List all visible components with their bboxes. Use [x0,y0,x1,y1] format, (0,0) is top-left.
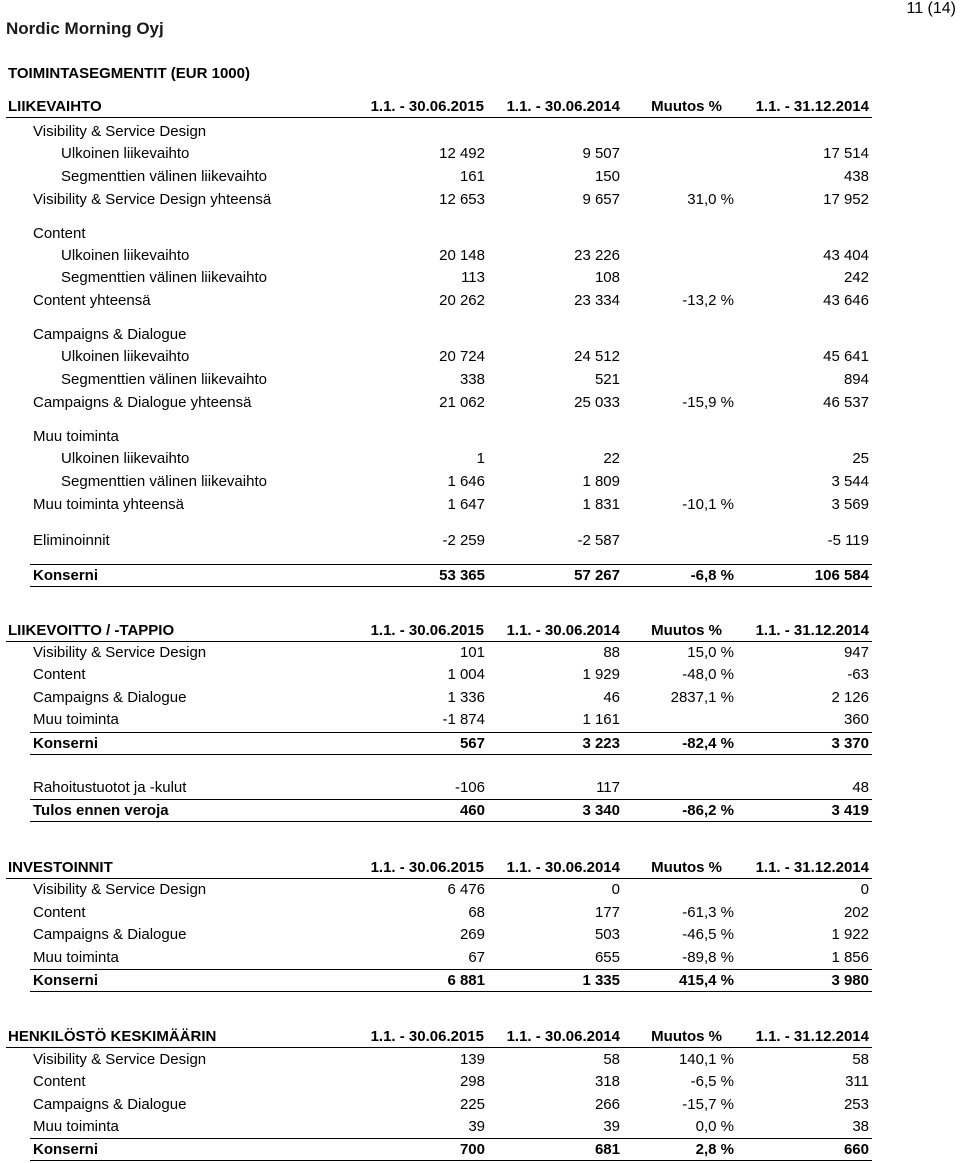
investoinnit-header-row [0,857,872,879]
row-label: Campaigns & Dialogue yhteensä [33,394,252,411]
row-value: 503 [594,926,620,943]
row-value: -15,9 % [682,394,734,411]
row-value: -1 874 [442,711,485,728]
row-value: 17 952 [823,191,869,208]
period-header: 1.1. - 31.12.2014 [755,859,869,876]
row-value: 46 537 [823,394,869,411]
row-value: 269 [459,926,485,943]
row-value: 117 [596,779,620,796]
row-label: Ulkoinen liikevaihto [61,145,190,162]
row-value: 17 514 [823,145,869,162]
table-row [0,709,872,731]
section-title: LIIKEVOITTO / -TAPPIO [8,622,175,639]
row-value: 1 161 [582,711,620,728]
row-value: 1 [476,450,485,467]
row-value: -2 587 [577,532,620,549]
liikevoitto-header-row [0,620,872,642]
table-row [0,143,872,165]
row-value: 460 [459,802,485,819]
row-value: 9 507 [582,145,620,162]
period-header: Muutos % [651,98,722,115]
rule-line [6,1047,872,1048]
row-value: 12 492 [439,145,485,162]
row-value: -61,3 % [682,904,734,921]
row-label: Content [33,904,86,921]
row-value: 298 [459,1073,485,1090]
row-value: 521 [594,371,620,388]
table-row [0,245,872,267]
period-header: 1.1. - 31.12.2014 [755,1028,869,1045]
row-value: 140,1 % [678,1051,734,1068]
row-value: 25 033 [574,394,620,411]
row-value: 67 [468,949,485,966]
row-value: 1 335 [582,972,620,989]
row-label: Muu toiminta [33,949,119,966]
period-header: Muutos % [651,859,722,876]
row-value: 1 929 [582,666,620,683]
row-label: Segmenttien välinen liikevaihto [61,269,267,286]
table-row [0,324,872,346]
row-label: Campaigns & Dialogue [33,926,187,943]
row-value: 45 641 [823,348,869,365]
table-row [0,426,872,448]
row-label: Ulkoinen liikevaihto [61,450,190,467]
period-header: 1.1. - 30.06.2015 [370,622,484,639]
row-value: 23 226 [574,247,620,264]
row-label: Visibility & Service Design [33,123,207,140]
table-row [0,189,872,211]
row-label: Muu toiminta yhteensä [33,496,184,513]
period-header: 1.1. - 30.06.2015 [370,98,484,115]
table-row [0,642,872,664]
table-row [0,687,872,709]
rule-line [30,1160,872,1161]
row-label: Content [33,225,86,242]
row-value: 43 404 [823,247,869,264]
table-row [0,223,872,245]
rule-line [6,117,872,118]
rule-line [30,754,872,755]
row-value: 242 [843,269,869,286]
row-value: 3 340 [582,802,620,819]
section-title: HENKILÖSTÖ KESKIMÄÄRIN [8,1028,217,1045]
table-row [0,121,872,143]
row-label: Muu toiminta [33,711,119,728]
row-value: -48,0 % [682,666,734,683]
row-label: Konserni [33,567,99,584]
rule-line [30,799,872,800]
row-label: Segmenttien välinen liikevaihto [61,168,267,185]
row-value: 24 512 [574,348,620,365]
row-label: Visibility & Service Design yhteensä [33,191,272,208]
period-header: Muutos % [651,1028,722,1045]
row-value: 3 569 [831,496,869,513]
table-row [0,392,872,414]
row-value: 0 [611,881,620,898]
row-value: 660 [843,1141,869,1158]
table-row [0,924,872,946]
rule-line [30,969,872,970]
row-value: 23 334 [574,292,620,309]
row-value: 1 336 [447,689,485,706]
rule-line [30,732,872,733]
row-value: 22 [603,450,620,467]
table-row [0,879,872,901]
row-value: 360 [843,711,869,728]
row-label: Segmenttien välinen liikevaihto [61,473,267,490]
row-value: 39 [468,1118,485,1135]
row-value: -46,5 % [682,926,734,943]
row-label: Visibility & Service Design [33,881,207,898]
table-row [0,664,872,686]
row-value: 20 262 [439,292,485,309]
row-value: -13,2 % [682,292,734,309]
period-header: 1.1. - 30.06.2014 [506,1028,620,1045]
row-value: 161 [459,168,485,185]
row-label: Tulos ennen veroja [33,802,169,819]
row-value: -2 259 [442,532,485,549]
table-row [0,947,872,969]
row-value: 57 267 [574,567,620,584]
row-value: 202 [843,904,869,921]
rule-line [30,821,872,822]
row-value: 567 [459,735,485,752]
row-value: -10,1 % [682,496,734,513]
row-value: 3 544 [831,473,869,490]
row-value: 38 [852,1118,869,1135]
row-value: 58 [852,1051,869,1068]
row-value: 947 [843,644,869,661]
row-value: 1 856 [831,949,869,966]
row-value: 39 [603,1118,620,1135]
rule-line [30,586,872,587]
row-value: -86,2 % [682,802,734,819]
row-label: Visibility & Service Design [33,644,207,661]
row-value: 894 [843,371,869,388]
row-value: 46 [603,689,620,706]
table-row [0,530,872,552]
table-row [0,267,872,289]
row-value: 318 [594,1073,620,1090]
row-value: 3 980 [831,972,869,989]
row-value: 3 419 [831,802,869,819]
row-value: 150 [594,168,620,185]
row-value: 1 831 [582,496,620,513]
row-label: Campaigns & Dialogue [33,1096,187,1113]
row-value: 338 [459,371,485,388]
row-value: -106 [454,779,485,796]
row-value: 20 724 [439,348,485,365]
row-value: 253 [843,1096,869,1113]
row-label: Content [33,666,86,683]
period-header: 1.1. - 30.06.2014 [506,622,620,639]
rule-line [30,1138,872,1139]
period-header: Muutos % [651,622,722,639]
table-row [0,800,872,822]
row-label: Content yhteensä [33,292,151,309]
row-value: 68 [468,904,485,921]
row-value: -6,8 % [690,567,734,584]
table-row [0,290,872,312]
table-row [0,1139,872,1161]
row-label: Content [33,1073,86,1090]
row-label: Konserni [33,972,99,989]
page-number: 11 (14) [906,0,956,17]
section-title: LIIKEVAIHTO [8,98,102,115]
period-header: 1.1. - 31.12.2014 [755,622,869,639]
row-label: Konserni [33,1141,99,1158]
row-value: 0,0 % [695,1118,734,1135]
table-row [0,733,872,755]
row-label: Ulkoinen liikevaihto [61,348,190,365]
row-value: 9 657 [582,191,620,208]
section-title: INVESTOINNIT [8,859,113,876]
row-value: 25 [852,450,869,467]
row-value: 43 646 [823,292,869,309]
table-row [0,1071,872,1093]
row-value: 266 [594,1096,620,1113]
row-value: 58 [603,1051,620,1068]
row-value: 2 126 [831,689,869,706]
row-value: 12 653 [439,191,485,208]
period-header: 1.1. - 30.06.2015 [370,1028,484,1045]
table-row [0,970,872,992]
rule-line [30,564,872,565]
row-label: Eliminoinnit [33,532,110,549]
row-value: 2,8 % [695,1141,734,1158]
document-title: TOIMINTASEGMENTIT (EUR 1000) [8,65,250,82]
row-value: 177 [594,904,620,921]
row-label: Ulkoinen liikevaihto [61,247,190,264]
table-row [0,166,872,188]
company-name: Nordic Morning Oyj [6,19,164,38]
row-value: 113 [461,269,485,286]
row-value: 655 [594,949,620,966]
row-value: 108 [594,269,620,286]
row-value: 21 062 [439,394,485,411]
table-row [0,471,872,493]
period-header: 1.1. - 30.06.2014 [506,98,620,115]
table-row [0,1094,872,1116]
table-row [0,369,872,391]
row-label: Campaigns & Dialogue [33,689,187,706]
row-value: 681 [594,1141,620,1158]
period-header: 1.1. - 31.12.2014 [755,98,869,115]
period-header: 1.1. - 30.06.2014 [506,859,620,876]
row-value: 31,0 % [687,191,734,208]
row-value: 1 809 [582,473,620,490]
row-label: Segmenttien välinen liikevaihto [61,371,267,388]
row-label: Visibility & Service Design [33,1051,207,1068]
row-value: 48 [852,779,869,796]
row-value: 225 [459,1096,485,1113]
row-value: 139 [459,1051,485,1068]
row-value: -63 [847,666,869,683]
table-row [0,346,872,368]
row-value: 415,4 % [678,972,734,989]
row-value: 311 [845,1073,869,1090]
table-row [0,448,872,470]
row-label: Muu toiminta [33,1118,119,1135]
table-row [0,1116,872,1138]
row-value: 53 365 [439,567,485,584]
liikevaihto-header-row [0,96,872,118]
table-row [0,565,872,587]
rule-line [30,991,872,992]
row-value: 1 646 [447,473,485,490]
row-value: 700 [459,1141,485,1158]
row-label: Muu toiminta [33,428,119,445]
row-value: 1 922 [831,926,869,943]
row-value: -15,7 % [682,1096,734,1113]
row-label: Campaigns & Dialogue [33,326,187,343]
henkilosto-header-row [0,1026,872,1048]
row-value: 106 584 [814,567,869,584]
row-value: 15,0 % [687,644,734,661]
row-value: 1 647 [447,496,485,513]
row-value: -5 119 [827,532,869,549]
row-value: -89,8 % [682,949,734,966]
row-value: 6 476 [447,881,485,898]
row-value: -6,5 % [690,1073,734,1090]
row-value: 2837,1 % [670,689,734,706]
row-value: 3 370 [831,735,869,752]
row-value: 3 223 [582,735,620,752]
table-row [0,1049,872,1071]
table-row [0,494,872,516]
table-row [0,902,872,924]
row-value: 6 881 [447,972,485,989]
row-value: 0 [860,881,869,898]
period-header: 1.1. - 30.06.2015 [370,859,484,876]
table-row [0,777,872,799]
row-value: -82,4 % [682,735,734,752]
row-label: Konserni [33,735,99,752]
row-value: 438 [843,168,869,185]
row-value: 88 [603,644,620,661]
row-value: 20 148 [439,247,485,264]
row-label: Rahoitustuotot ja -kulut [33,779,187,796]
row-value: 1 004 [447,666,485,683]
row-value: 101 [459,644,485,661]
